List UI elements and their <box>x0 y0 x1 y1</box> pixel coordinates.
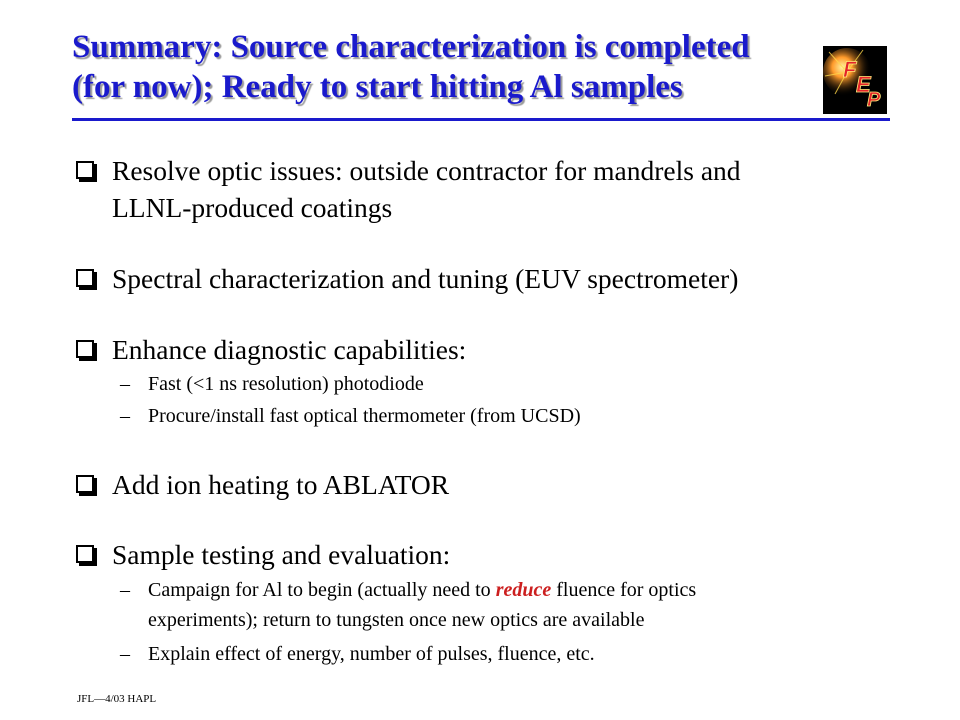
title-line-2: (for now); Ready to start hitting Al samples <box>72 69 683 105</box>
sub-item-text: Fast (<1 ns resolution) photodiode <box>148 373 424 395</box>
dash-marker: – <box>120 643 130 665</box>
sub-item-text: experiments); return to tungsten once new optics are available <box>148 609 645 631</box>
sub-item-text: Explain effect of energy, number of pulses, fluence, etc. <box>148 643 595 665</box>
svg-text:P: P <box>867 89 881 111</box>
sub-item-text-pre: Campaign for Al to begin (actually need to <box>148 579 496 601</box>
fep-logo-icon <box>823 46 887 114</box>
checkbox-bullet-icon <box>76 545 94 563</box>
svg-text:F: F <box>843 57 857 82</box>
checkbox-bullet-icon <box>76 475 94 493</box>
title-line-1: Summary: Source characterization is completed <box>72 29 750 65</box>
dash-marker: – <box>120 373 130 395</box>
checkbox-bullet-icon <box>76 161 94 179</box>
checkbox-bullet-icon <box>76 269 94 287</box>
dash-marker: – <box>120 579 130 601</box>
bullet-text: Enhance diagnostic capabilities: <box>112 334 467 365</box>
sub-item-text-post: fluence for optics <box>551 579 697 601</box>
slide-title <box>72 27 812 107</box>
svg-text:E: E <box>856 72 871 97</box>
bullet-text: Spectral characterization and tuning (EUV spectrometer) <box>112 263 739 294</box>
bullet-text: LLNL-produced coatings <box>112 192 393 223</box>
sub-item-text: Procure/install fast optical thermometer (from UCSD) <box>148 405 581 427</box>
sub-item-text <box>148 577 696 604</box>
footer-text: JFL—4/03 HAPL <box>77 693 157 705</box>
emphasis-reduce: reduce <box>495 579 552 601</box>
bullet-text: Resolve optic issues: outside contractor for mandrels and <box>112 155 741 186</box>
dash-marker: – <box>120 405 130 427</box>
title-underline <box>72 118 890 121</box>
bullet-text: Add ion heating to ABLATOR <box>112 469 450 500</box>
checkbox-bullet-icon <box>76 340 94 358</box>
bullet-text: Sample testing and evaluation: <box>112 539 451 570</box>
